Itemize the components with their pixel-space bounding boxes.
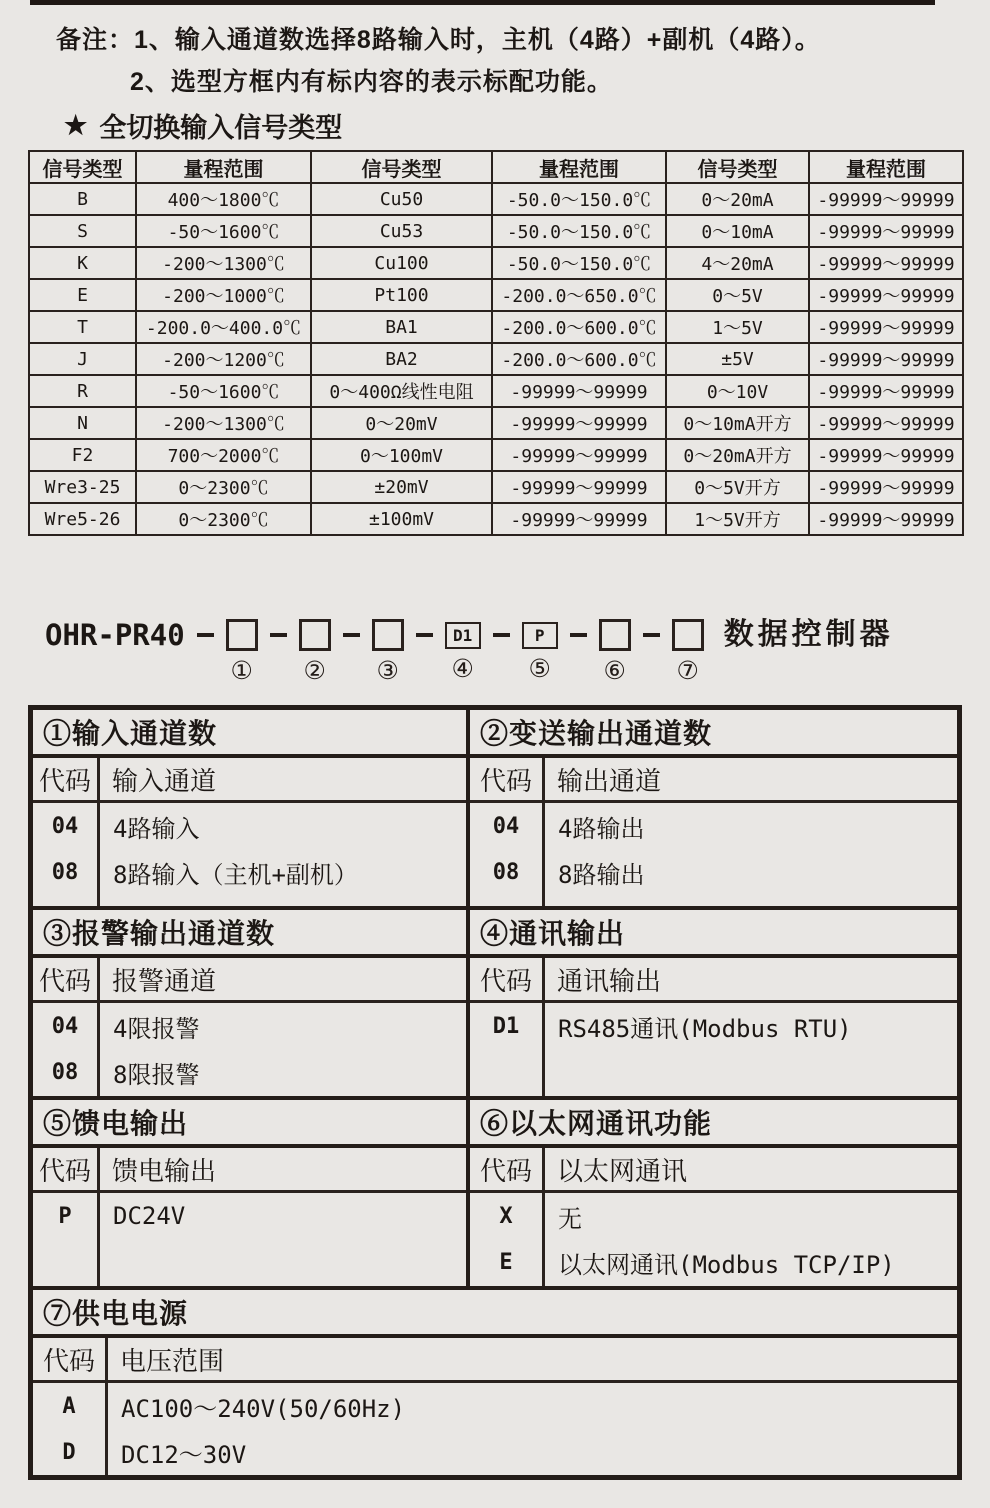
signal-range-cell: -50.0～150.0℃ (492, 183, 666, 215)
section-header-row (33, 758, 466, 803)
signal-type-cell: Wre5-26 (29, 503, 136, 535)
signal-column-header: 信号类型 (311, 151, 492, 183)
signal-range-cell: -99999～99999 (809, 215, 963, 247)
signal-range-cell: -200.0～600.0℃ (492, 343, 666, 375)
code-column (470, 1003, 545, 1096)
signal-range-cell: -99999～99999 (809, 247, 963, 279)
code-column (470, 1193, 545, 1286)
signal-type-cell: T (29, 311, 136, 343)
signal-range-cell: -200.0～400.0℃ (136, 311, 311, 343)
selection-section-3 (33, 910, 470, 1096)
signal-range-cell: -200～1200℃ (136, 343, 311, 375)
dash-separator (493, 633, 510, 637)
signal-range-cell: -50～1600℃ (136, 375, 311, 407)
signal-table-body (29, 183, 963, 535)
signal-type-cell: 4～20mA (666, 247, 809, 279)
description-column (100, 1193, 466, 1286)
signal-type-cell: N (29, 407, 136, 439)
code-column (470, 803, 545, 906)
signal-range-cell: -50.0～150.0℃ (492, 247, 666, 279)
signal-range-cell: -99999～99999 (809, 279, 963, 311)
option-description: 无 (558, 1204, 582, 1233)
model-code-box-empty (372, 619, 404, 651)
signal-column-header: 量程范围 (136, 151, 311, 183)
section-header-row (470, 958, 957, 1003)
signal-type-cell: E (29, 279, 136, 311)
signal-type-cell: 0～5V开方 (666, 471, 809, 503)
code-column-header: 代码 (470, 758, 545, 800)
signal-type-cell: Cu53 (311, 215, 492, 247)
dash-separator (197, 633, 214, 637)
code-column (33, 1383, 108, 1475)
option-description: 4路输出 (558, 814, 645, 843)
signal-type-cell: K (29, 247, 136, 279)
section-data-area (33, 1383, 957, 1475)
signal-range-cell: -99999～99999 (809, 471, 963, 503)
section-title: ⑥以太网通讯功能 (470, 1100, 957, 1148)
signal-type-cell: R (29, 375, 136, 407)
signal-type-cell: BA1 (311, 311, 492, 343)
signal-type-cell: 0～20mA开方 (666, 439, 809, 471)
dash-separator (270, 633, 287, 637)
model-code-slot (299, 616, 331, 684)
signal-table-row (29, 247, 963, 279)
signal-range-cell: 700～2000℃ (136, 439, 311, 471)
signal-column-header: 量程范围 (492, 151, 666, 183)
selection-section-7 (33, 1290, 957, 1475)
signal-type-cell: 0～5V (666, 279, 809, 311)
slot-number-icon: ⑦ (676, 657, 699, 685)
signal-type-cell: ±5V (666, 343, 809, 375)
selection-section-2 (470, 710, 957, 906)
signal-type-cell: B (29, 183, 136, 215)
dash-separator (416, 633, 433, 637)
section-title: ②变送输出通道数 (470, 710, 957, 758)
signal-table-row (29, 439, 963, 471)
description-column-header: 以太网通讯 (557, 1155, 688, 1186)
code-column-header: 代码 (33, 958, 100, 1000)
description-column (545, 1003, 957, 1096)
signal-range-cell: -99999～99999 (809, 183, 963, 215)
option-description: 8路输入（主机+副机） (113, 860, 358, 889)
signal-type-cell: ±100mV (311, 503, 492, 535)
signal-type-cell: 1～5V开方 (666, 503, 809, 535)
code-column (33, 1193, 100, 1286)
model-code-box-empty (226, 619, 258, 651)
code-column-header: 代码 (33, 1338, 108, 1380)
signal-range-cell: -50～1600℃ (136, 215, 311, 247)
signal-range-cell: -99999～99999 (809, 439, 963, 471)
description-column-header: 电压范围 (120, 1345, 225, 1376)
signal-table-row (29, 183, 963, 215)
section-title: ④通讯输出 (470, 910, 957, 958)
page-top-rule (30, 0, 935, 5)
model-code-box-filled: P (522, 622, 558, 649)
description-column (100, 803, 466, 906)
signal-type-cell: F2 (29, 439, 136, 471)
code-column (33, 1003, 100, 1096)
signal-range-cell: -99999～99999 (809, 311, 963, 343)
description-column-header: 馈电输出 (112, 1155, 217, 1186)
section-header-row (33, 1338, 957, 1383)
signal-range-cell: -99999～99999 (809, 375, 963, 407)
section-data-area (470, 1003, 957, 1096)
signal-column-header: 信号类型 (29, 151, 136, 183)
model-prefix: OHR-PR40 (45, 618, 185, 652)
signal-table-row (29, 343, 963, 375)
signal-table-row (29, 471, 963, 503)
description-column-header: 输入通道 (112, 765, 217, 796)
signal-type-cell: Cu50 (311, 183, 492, 215)
signal-range-cell: 0～2300℃ (136, 471, 311, 503)
section-data-area (33, 1193, 466, 1286)
option-code: 04 (492, 813, 520, 839)
signal-type-cell: BA2 (311, 343, 492, 375)
option-code: 04 (51, 813, 79, 839)
signal-table-row (29, 279, 963, 311)
signal-range-cell: -200～1300℃ (136, 247, 311, 279)
signal-table-row (29, 215, 963, 247)
slot-number-icon: ③ (376, 657, 399, 685)
option-code: X (499, 1203, 513, 1229)
option-code: 08 (51, 1059, 79, 1085)
signal-type-cell: S (29, 215, 136, 247)
description-column (108, 1383, 957, 1475)
option-code: 04 (51, 1013, 79, 1039)
signal-table-row (29, 375, 963, 407)
section-data-area (33, 1003, 466, 1096)
signal-range-cell: -99999～99999 (809, 407, 963, 439)
signal-range-cell: -200～1000℃ (136, 279, 311, 311)
signal-section-title: 全切换输入信号类型 (99, 113, 343, 143)
signal-range-cell: 0～2300℃ (136, 503, 311, 535)
dash-separator (570, 633, 587, 637)
model-code-line (45, 616, 894, 684)
notes-line-1 (56, 20, 821, 56)
signal-type-cell: 0～10mA开方 (666, 407, 809, 439)
model-code-slot (672, 616, 704, 684)
signal-range-cell: -200.0～600.0℃ (492, 311, 666, 343)
signal-type-cell: 0～20mA (666, 183, 809, 215)
model-code-slot (226, 616, 258, 684)
signal-table-row (29, 407, 963, 439)
description-column-header: 输出通道 (557, 765, 662, 796)
selection-band (33, 910, 957, 1100)
option-code: 08 (492, 859, 520, 885)
selection-band (33, 1100, 957, 1290)
option-description: DC24V (113, 1202, 186, 1230)
section-title: ①输入通道数 (33, 710, 466, 758)
section-data-area (33, 803, 466, 906)
star-icon: ★ (64, 110, 88, 140)
signal-range-cell: -99999～99999 (492, 439, 666, 471)
option-description: DC12～30V (121, 1440, 247, 1469)
signal-type-cell: ±20mV (311, 471, 492, 503)
slot-number-icon: ② (303, 657, 326, 685)
description-column (545, 803, 957, 906)
signal-range-cell: -200.0～650.0℃ (492, 279, 666, 311)
selection-section-5 (33, 1100, 470, 1286)
selection-band (33, 710, 957, 910)
model-code-box-filled: D1 (445, 622, 481, 649)
model-code-slot (599, 616, 631, 684)
signal-type-cell: 0～10mA (666, 215, 809, 247)
signal-type-cell: J (29, 343, 136, 375)
signal-range-cell: -200～1300℃ (136, 407, 311, 439)
signal-table-row (29, 503, 963, 535)
section-title: ⑤馈电输出 (33, 1100, 466, 1148)
dash-separator (643, 633, 660, 637)
description-column-header: 通讯输出 (557, 965, 662, 996)
option-code: 08 (51, 859, 79, 885)
signal-type-cell: 0～20mV (311, 407, 492, 439)
selection-section-1 (33, 710, 470, 906)
signal-range-cell: -99999～99999 (492, 471, 666, 503)
section-header-row (470, 758, 957, 803)
code-column-header: 代码 (470, 1148, 545, 1190)
description-column (545, 1193, 957, 1286)
section-header-row (33, 958, 466, 1003)
signal-type-cell: Pt100 (311, 279, 492, 311)
signal-range-cell: -50.0～150.0℃ (492, 215, 666, 247)
signal-column-header: 量程范围 (809, 151, 963, 183)
model-code-box-empty (299, 619, 331, 651)
section-header-row (33, 1148, 466, 1193)
option-description: 8限报警 (113, 1060, 200, 1089)
slot-number-icon: ⑥ (603, 657, 626, 685)
description-column (100, 1003, 466, 1096)
notes-label: 备注： (56, 26, 135, 54)
code-column-header: 代码 (33, 1148, 100, 1190)
option-description: AC100～240V(50/60Hz) (121, 1394, 406, 1423)
dash-separator (343, 633, 360, 637)
signal-table-header-row (29, 151, 963, 183)
notes-line-2: 2、选型方框内有标内容的表示标配功能。 (130, 68, 613, 96)
section-data-area (470, 803, 957, 906)
option-description: 4限报警 (113, 1014, 200, 1043)
option-description: RS485通讯(Modbus RTU) (558, 1014, 852, 1043)
model-code-slot (372, 616, 404, 684)
option-code: A (62, 1393, 76, 1419)
signal-type-cell: 0～100mV (311, 439, 492, 471)
slot-number-icon: ⑤ (528, 655, 551, 683)
signal-type-table (28, 150, 964, 536)
section-title: ③报警输出通道数 (33, 910, 466, 958)
selection-grid (28, 705, 962, 1480)
signal-section-heading (64, 106, 342, 145)
signal-range-cell: -99999～99999 (492, 375, 666, 407)
option-code: D1 (492, 1013, 520, 1039)
section-data-area (470, 1193, 957, 1286)
signal-range-cell: -99999～99999 (809, 503, 963, 535)
model-code-slot (445, 616, 481, 682)
option-description: 以太网通讯(Modbus TCP/IP) (558, 1250, 895, 1279)
signal-type-cell: 0～10V (666, 375, 809, 407)
section-header-row (470, 1148, 957, 1193)
notes-line-1-text: 1、输入通道数选择8路输入时，主机（4路）+副机（4路）。 (134, 26, 821, 54)
slot-number-icon: ④ (451, 655, 474, 683)
option-code: P (58, 1203, 72, 1229)
signal-range-cell: -99999～99999 (492, 503, 666, 535)
slot-number-icon: ① (230, 657, 253, 685)
code-column-header: 代码 (33, 758, 100, 800)
signal-range-cell: -99999～99999 (492, 407, 666, 439)
option-code: D (62, 1439, 76, 1465)
code-column (33, 803, 100, 906)
signal-type-cell: Wre3-25 (29, 471, 136, 503)
code-column-header: 代码 (470, 958, 545, 1000)
option-code: E (499, 1249, 513, 1275)
signal-type-cell: 1～5V (666, 311, 809, 343)
selection-band (33, 1290, 957, 1475)
signal-range-cell: -99999～99999 (809, 343, 963, 375)
model-code-slot (522, 616, 558, 682)
signal-column-header: 信号类型 (666, 151, 809, 183)
section-title: ⑦供电电源 (33, 1290, 957, 1338)
model-code-box-empty (672, 619, 704, 651)
model-code-box-empty (599, 619, 631, 651)
signal-range-cell: 400～1800℃ (136, 183, 311, 215)
signal-type-cell: 0～400Ω线性电阻 (311, 375, 492, 407)
description-column-header: 报警通道 (112, 965, 217, 996)
option-description: 4路输入 (113, 814, 200, 843)
signal-type-cell: Cu100 (311, 247, 492, 279)
option-description: 8路输出 (558, 860, 645, 889)
model-suffix: 数据控制器 (723, 618, 894, 651)
selection-section-4 (470, 910, 957, 1096)
selection-section-6 (470, 1100, 957, 1286)
signal-table-row (29, 311, 963, 343)
